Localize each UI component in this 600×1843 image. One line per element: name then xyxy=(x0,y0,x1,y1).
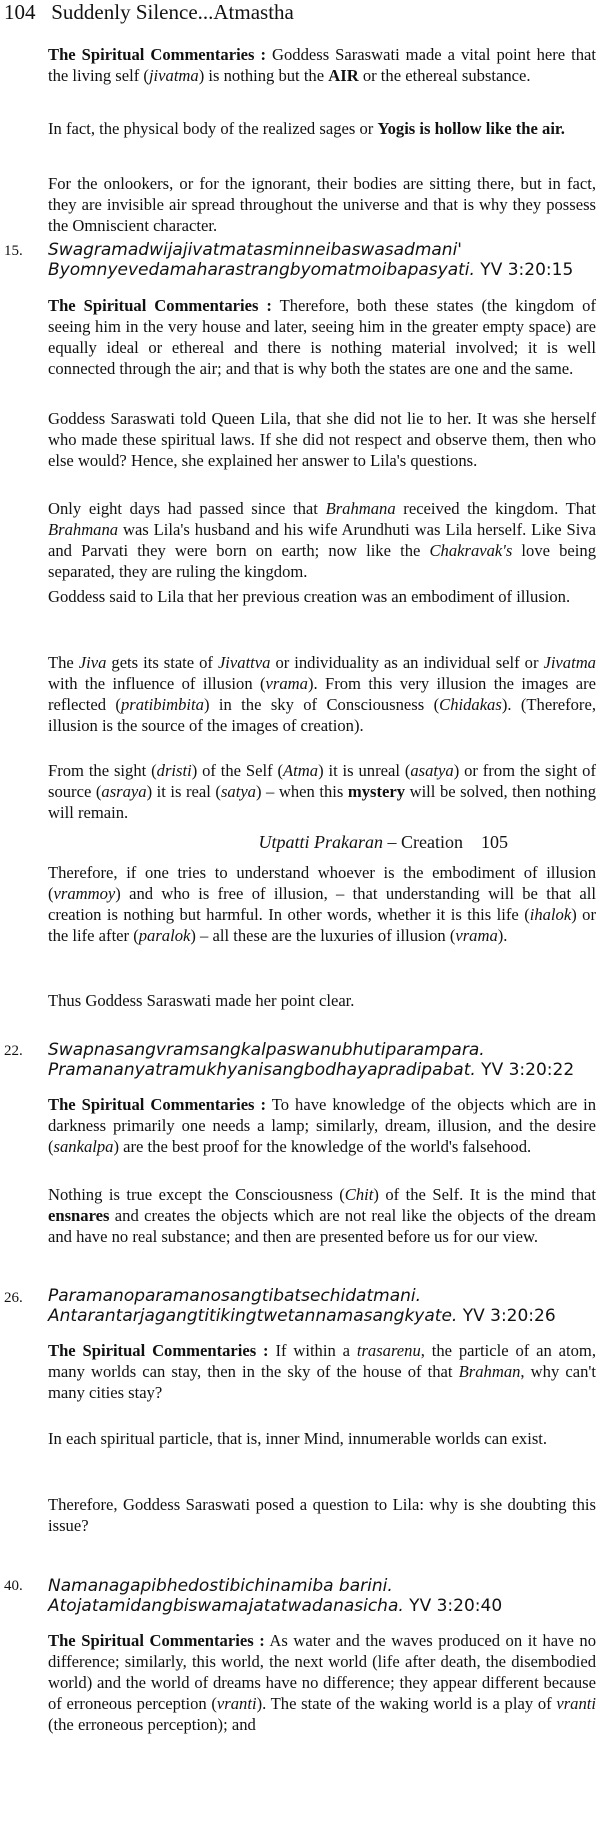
paragraph: The Jiva gets its state of Jivattva or individuality as an individual self or Jivatma with the influence of illusion (vrama). From this very illusion the images are reflected (pratibimbita) in the sky of Consciousness (Chidakas). (Therefore, illusion is the source of the images of creation). xyxy=(48,653,597,735)
paragraph: In each spiritual particle, that is, inner Mind, innumerable worlds can exist. xyxy=(48,1429,548,1448)
page-number: 104 xyxy=(4,0,36,24)
commentary-paragraph: The Spiritual Commentaries : Therefore, both these states (the kingdom of seeing him in the very house and later, seeing him in the greater empty space) are equally ideal or ethereal and there is nothing material involved; it is well connected through the air; and that is why both the states are one and the same. xyxy=(48,296,596,378)
sanskrit-verse: Namanagapibhedostibichinamiba barini. Atojatamidangbiswamajatatwadanasicha. YV 3:20:40 xyxy=(48,1576,503,1616)
paragraph: Thus Goddess Saraswati made her point clear. xyxy=(48,991,355,1010)
commentary-paragraph: The Spiritual Commentaries : To have knowledge of the objects which are in darkness primarily one needs a lamp; similarly, dream, illusion, and the desire (sankalpa) are the best proof for the knowledge of the world's falsehood. xyxy=(48,1095,596,1156)
sanskrit-verse: Swapnasangvramsangkalpaswanubhutiparampara. Pramananyatramukhyanisangbodhayapradipabat. YV 3:20:22 xyxy=(48,1040,575,1080)
running-head-right: Utpatti Prakaran – Creation 105 xyxy=(258,832,508,852)
verse-number: 15. xyxy=(4,243,23,259)
verse-reference: YV 3:20:40 xyxy=(403,1596,503,1616)
verse-reference: YV 3:20:22 xyxy=(475,1060,575,1080)
sanskrit-verse: Paramanoparamanosangtibatsechidatmani. Antarantarjagangtitikingtwetannamasangkyate. YV 3:20:26 xyxy=(48,1286,556,1326)
commentary-label: The Spiritual Commentaries : xyxy=(48,1631,265,1650)
paragraph: Goddess Saraswati told Queen Lila, that she did not lie to her. It was she herself who made these spiritual laws. If she did not respect and observe them, then who else would? Hence, she explained her answer to Lila's questions. xyxy=(48,409,596,470)
paragraph: Only eight days had passed since that Brahmana received the kingdom. That Brahmana was Lila's husband and his wife Arundhuti was Lila herself. Like Siva and Parvati they were born on earth; now like the Chakravak's love being separated, they are ruling the kingdom. xyxy=(48,499,596,581)
chapter-title: Utpatti Prakaran xyxy=(258,832,384,852)
book-title: Suddenly Silence...Atmastha xyxy=(51,0,294,24)
verse-reference: YV 3:20:15 xyxy=(474,260,574,280)
commentary-paragraph: The Spiritual Commentaries : As water and the waves produced on it have no difference; similarly, this world, the next world (life after death, the disembodied world) and the world of dreams have no difference; they appear different because of erroneous perception (vranti). The state of the waking world is a play of vranti (the erroneous perception); and xyxy=(48,1631,596,1734)
paragraph: Goddess said to Lila that her previous creation was an embodiment of illusion. xyxy=(48,587,571,606)
running-head-left xyxy=(4,0,294,24)
commentary-paragraph: The Spiritual Commentaries : If within a trasarenu, the particle of an atom, many worlds can stay, then in the sky of the house of that Brahman, why can't many cities stay? xyxy=(48,1341,597,1402)
paragraph: Therefore, if one tries to understand whoever is the embodiment of illusion (vrammoy) and who is free of illusion, – that understanding will be that all creation is nothing but harmful. In other words, whether it is this life (ihalok) or the life after (paralok) – all these are the luxuries of illusion (vrama). xyxy=(48,863,596,945)
paragraph: Nothing is true except the Consciousness (Chit) of the Self. It is the mind that ensnares and creates the objects which are not real like the objects of the dream and have no real substance; and then are presented before us for our view. xyxy=(48,1185,596,1246)
commentary-label: The Spiritual Commentaries : xyxy=(48,1095,267,1114)
paragraph: In fact, the physical body of the realized sages or Yogis is hollow like the air. xyxy=(48,119,565,138)
paragraph: For the onlookers, or for the ignorant, their bodies are sitting there, but in fact, they are invisible air spread throughout the universe and that is why they possess the Omniscient character. xyxy=(48,174,596,235)
commentary-label: The Spiritual Commentaries : xyxy=(48,1341,269,1360)
paragraph: Therefore, Goddess Saraswati posed a question to Lila: why is she doubting this issue? xyxy=(48,1495,596,1535)
verse-number: 40. xyxy=(4,1578,23,1594)
page-number: 105 xyxy=(481,832,508,852)
verse-number: 22. xyxy=(4,1043,23,1059)
verse-number: 26. xyxy=(4,1290,23,1306)
commentary-paragraph: The Spiritual Commentaries : Goddess Saraswati made a vital point here that the living self (jivatma) is nothing but the AIR or the ethereal substance. xyxy=(48,45,596,85)
verse-reference: YV 3:20:26 xyxy=(457,1306,556,1326)
commentary-label: The Spiritual Commentaries : xyxy=(48,296,272,315)
paragraph: From the sight (dristi) of the Self (Atma) it is unreal (asatya) or from the sight of source (asraya) it is real (satya) – when this mystery will be solved, then nothing will remain. xyxy=(48,761,596,822)
commentary-label: The Spiritual Commentaries : xyxy=(48,45,267,64)
sanskrit-verse: Swagramadwijajivatmatasminneibaswasadmani' Byomnyevedamaharastrangbyomatmoibapasyati. YV 3:20:15 xyxy=(48,240,574,280)
